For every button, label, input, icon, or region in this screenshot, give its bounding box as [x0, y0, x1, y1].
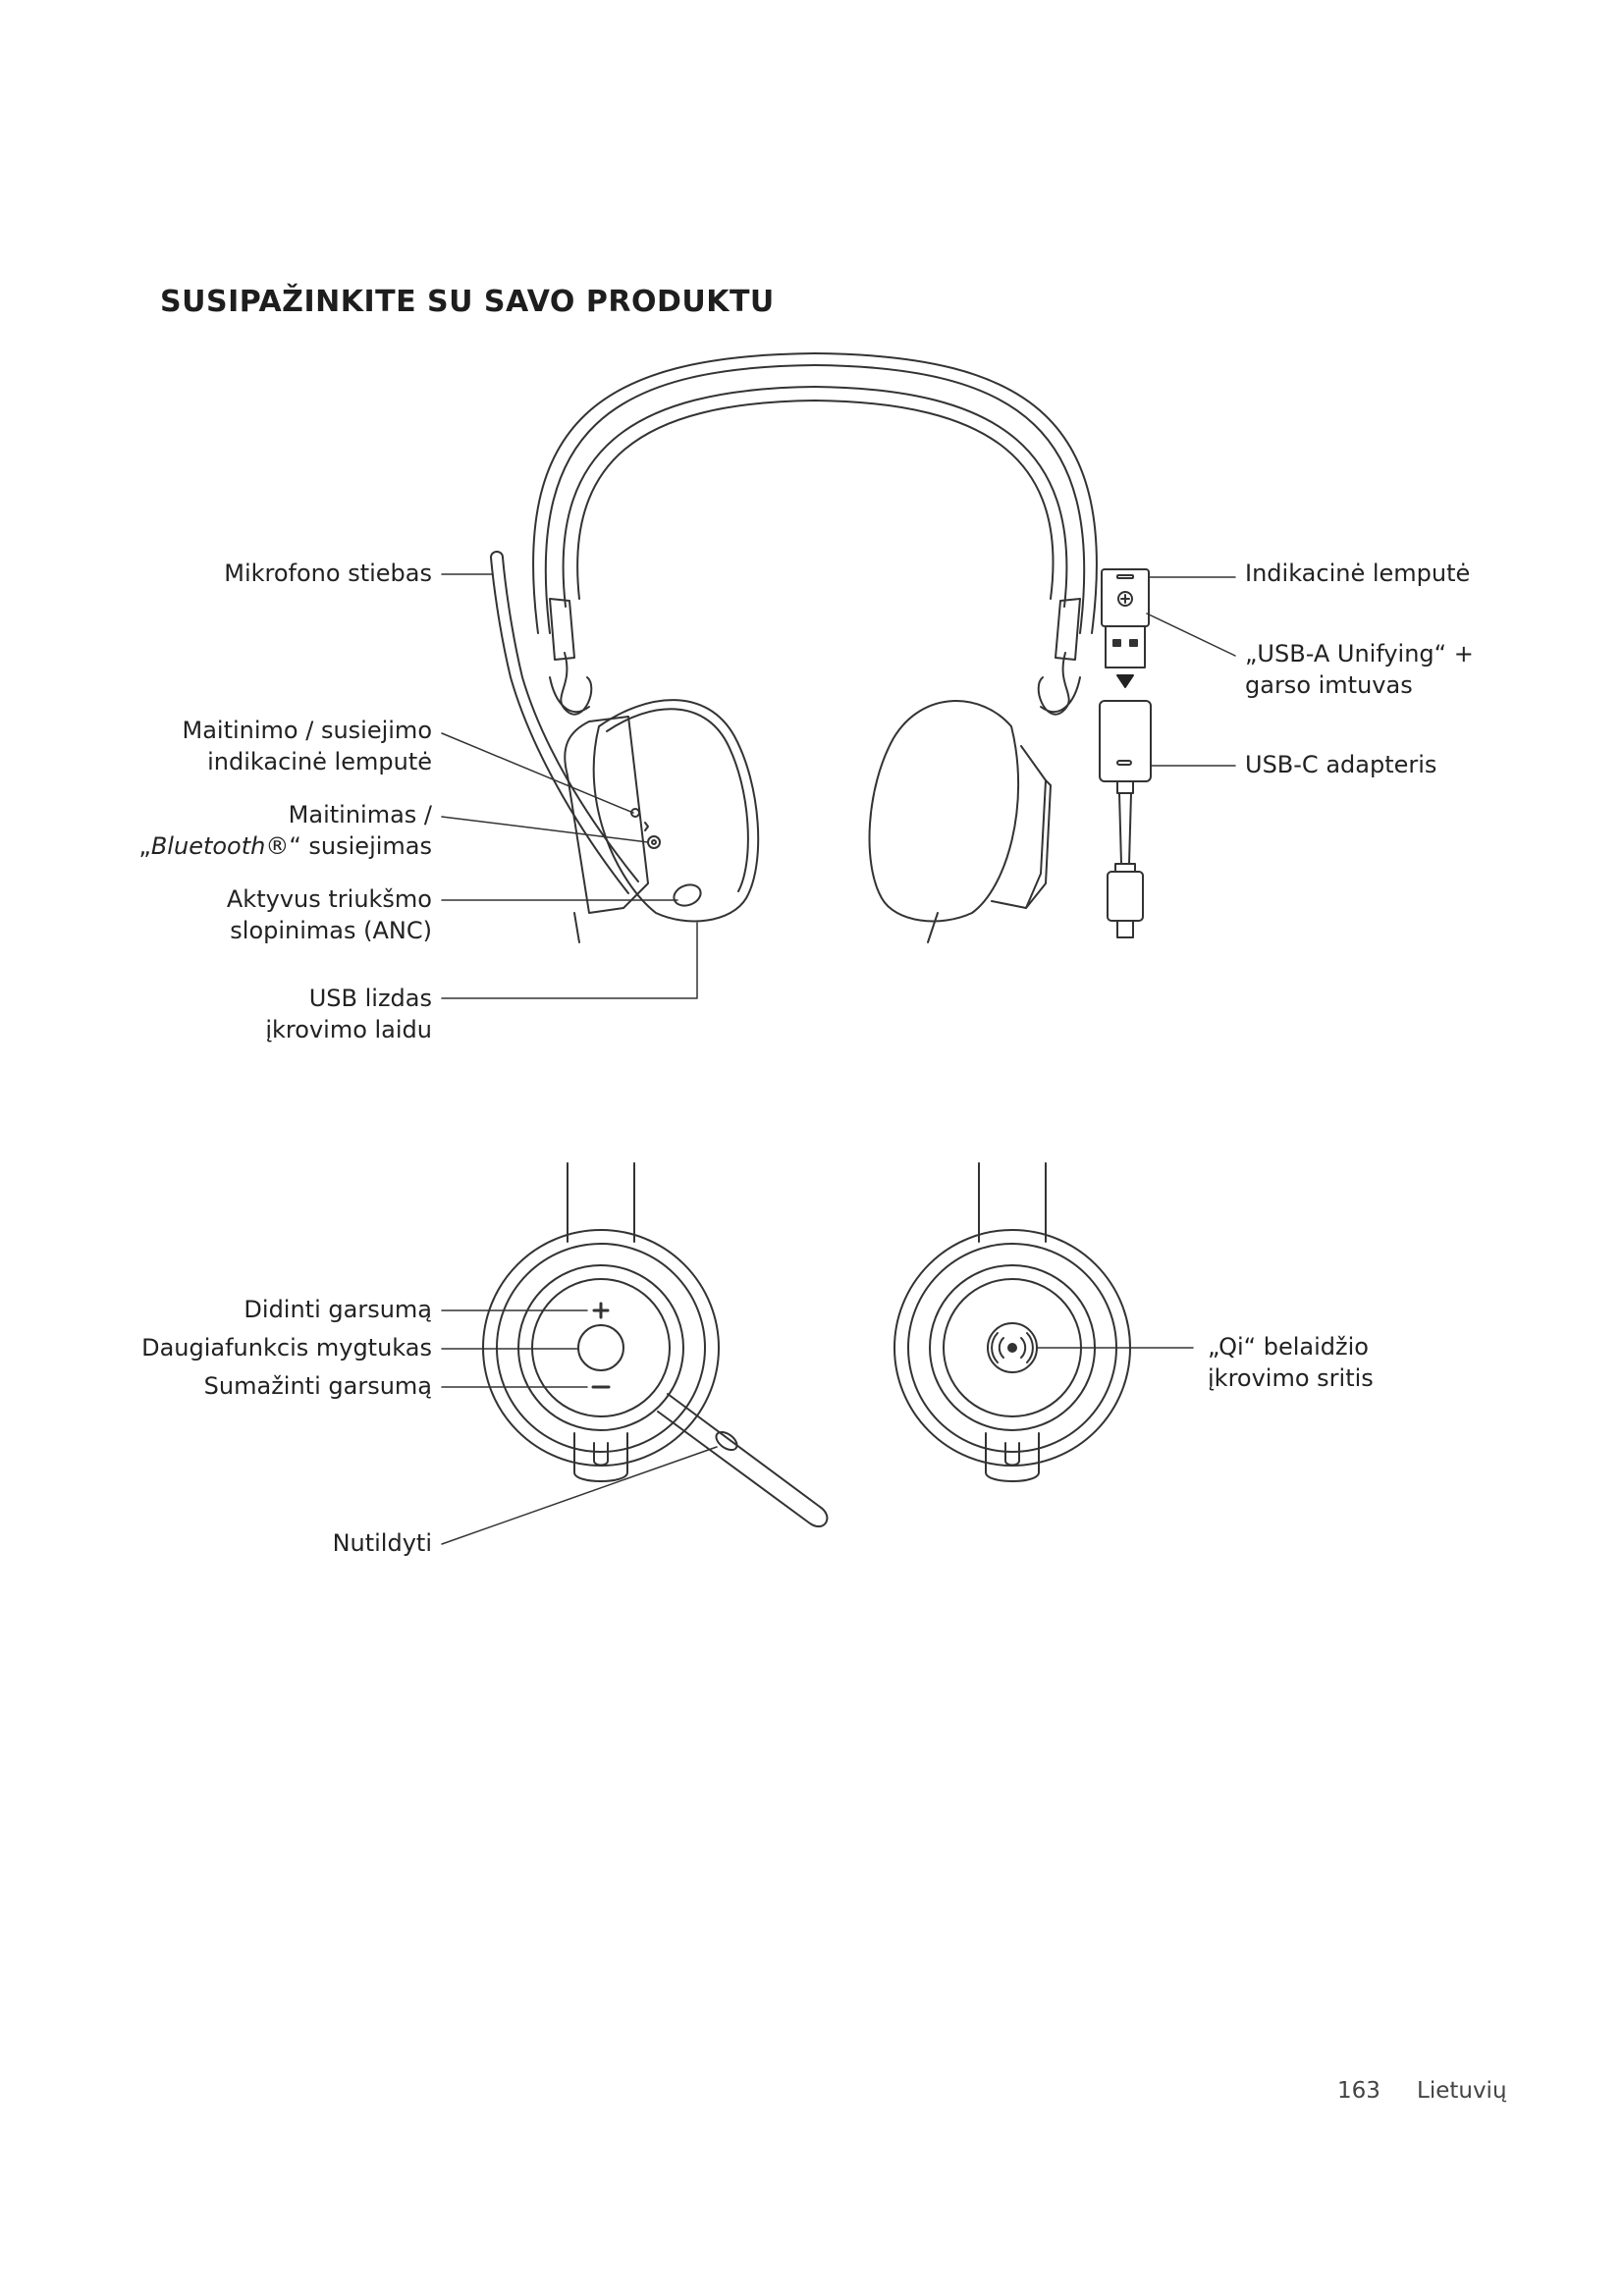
label-anc-1: Aktyvus triukšmo	[226, 885, 432, 913]
label-receiver-2: garso imtuvas	[1245, 671, 1413, 699]
label-usb-port-1: USB lizdas	[308, 985, 432, 1012]
left-slider	[550, 599, 591, 715]
page-number: 163	[1337, 2078, 1380, 2104]
footer-language: Lietuvių	[1417, 2078, 1507, 2104]
label-qi-charging-1: „Qi“ belaidžio	[1208, 1333, 1369, 1361]
label-mute: Nutildyti	[332, 1529, 432, 1557]
label-power-led-2: indikacinė lemputė	[207, 748, 432, 775]
left-side-view	[483, 1163, 827, 1526]
label-usb-port-2: įkrovimo laidu	[265, 1016, 432, 1043]
label-receiver-1: „USB-A Unifying“ +	[1245, 640, 1474, 667]
label-mic-boom: Mikrofono stiebas	[224, 560, 432, 587]
page-title: SUSIPAŽINKITE SU SAVO PRODUKTU	[160, 285, 775, 319]
label-power-bt-2: „Bluetooth®“ susiejimas	[138, 832, 432, 860]
headband	[533, 353, 1097, 633]
label-multifunction-button: Daugiafunkcis mygtukas	[141, 1334, 432, 1362]
label-volume-up: Didinti garsumą	[244, 1296, 432, 1323]
usb-c-adapter	[1100, 701, 1151, 937]
usb-a-receiver	[1102, 569, 1149, 667]
label-volume-down: Sumažinti garsumą	[203, 1372, 432, 1400]
right-slider	[1039, 599, 1080, 715]
right-side-view	[894, 1163, 1130, 1481]
right-earcup	[870, 701, 1052, 942]
label-power-bt-1: Maitinimas /	[288, 801, 432, 828]
label-usbc-adapter: USB-C adapteris	[1245, 751, 1437, 778]
label-indicator-light: Indikacinė lemputė	[1245, 560, 1471, 587]
label-power-led-1: Maitinimo / susiejimo	[182, 717, 432, 744]
label-anc-2: slopinimas (ANC)	[230, 917, 432, 944]
label-qi-charging-2: įkrovimo sritis	[1208, 1364, 1374, 1392]
insert-arrow	[1117, 675, 1133, 687]
leader-lines-top	[442, 574, 1235, 998]
